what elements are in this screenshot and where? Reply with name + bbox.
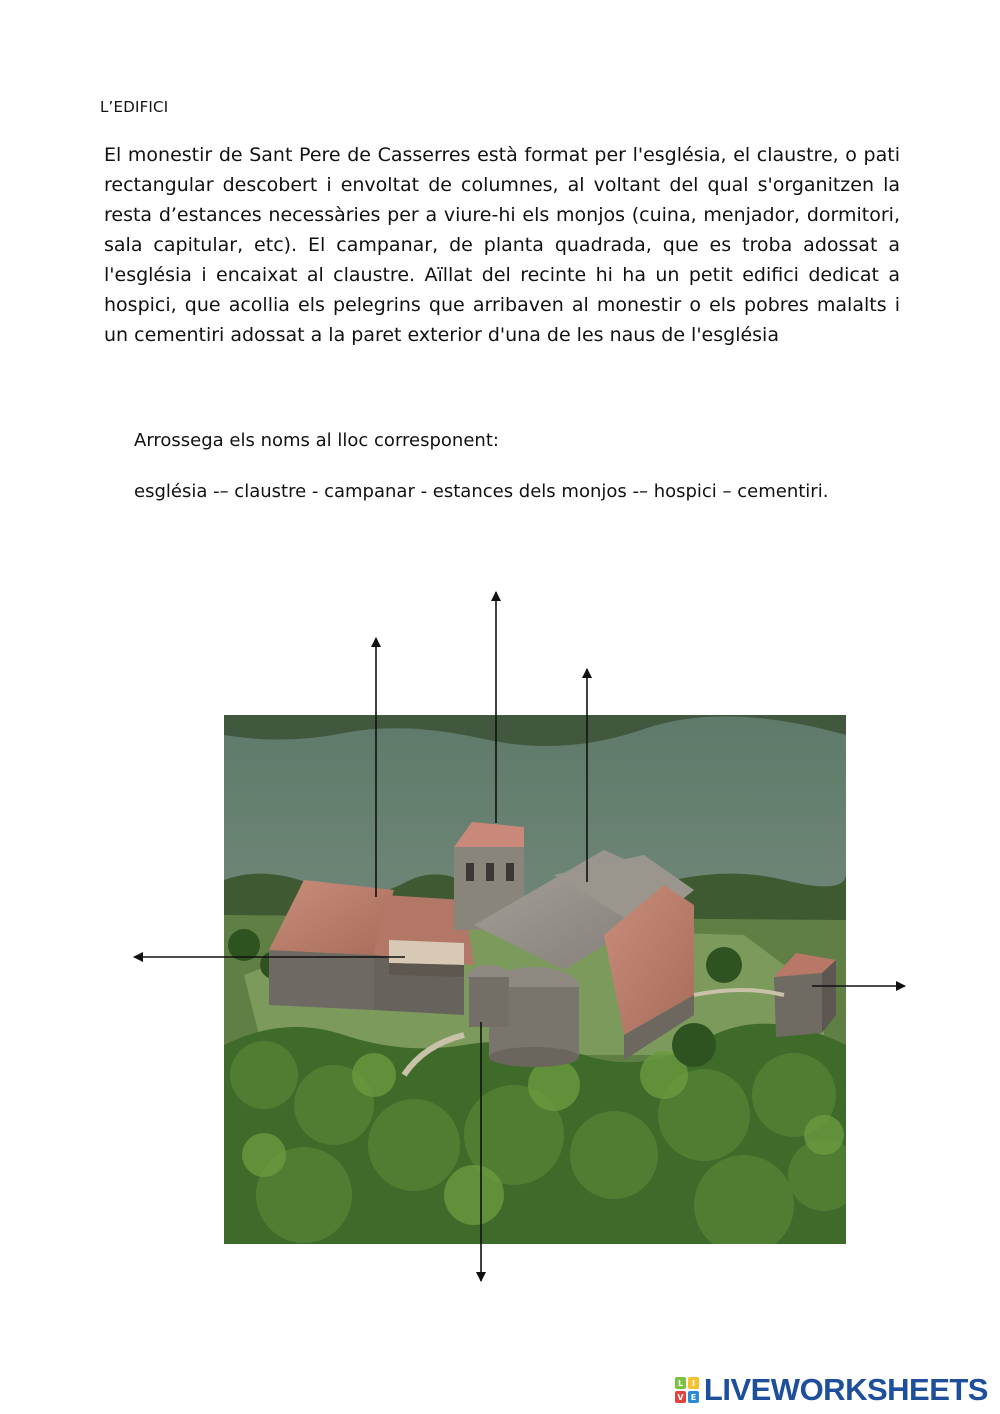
svg-text:I: I [691,1379,695,1388]
section-title: L’EDIFICI [100,98,169,116]
svg-text:L: L [677,1379,683,1388]
aerial-photo-monastery [224,715,846,1244]
word-list: església -– claustre - campanar - estances dels monjos -– hospici – cementiri. [134,481,829,502]
description-paragraph: El monestir de Sant Pere de Casserres està format per l'església, el claustre, o pati rectangular descobert i envoltat de columnes, al voltant del qual s'organitzen la resta d’estances necessàries per a viure-hi els monjos (cuina, menjador, dormitori, sala capitular, etc). El campanar, de planta quadrada, que es troba adossat a l'església i encaixat al claustre. Aïllat del recinte hi ha un petit edifici dedicat a hospici, que acollia els pelegrins que arribaven al monestir o els pobres malalts i un cementiri adossat a la paret exterior d'una de les naus de l'església [104,144,900,346]
liveworksheets-wordmark: LIVEWORKSHEETS [703,1372,988,1407]
svg-text:V: V [677,1393,684,1402]
liveworksheets-logo-icon [674,1375,700,1405]
svg-text:E: E [690,1393,697,1402]
instruction-text: Arrossega els noms al lloc corresponent: [134,430,499,451]
liveworksheets-brand [674,1370,988,1410]
